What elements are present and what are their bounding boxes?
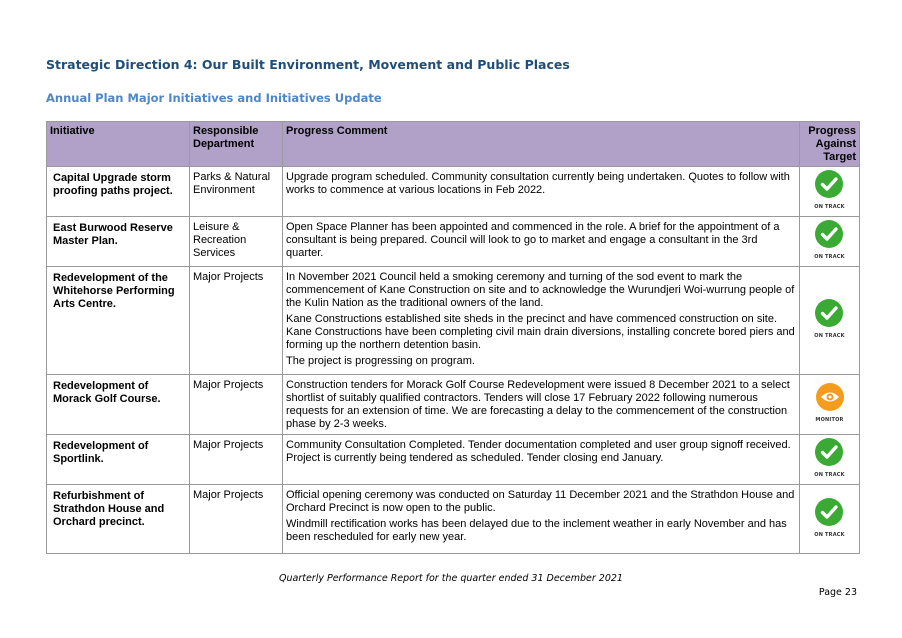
progress-cell [800, 217, 860, 267]
comment-paragraph: Upgrade program scheduled. Community consultation currently being undertaken. Quotes to follow with works to commence at various locations in Feb 2022. [286, 171, 790, 196]
comment-cell [283, 435, 800, 485]
initiative-cell: Redevelopment of the Whitehorse Performing Arts Centre. [47, 267, 190, 375]
table-row [47, 375, 860, 435]
comment-cell [283, 167, 800, 217]
comment-paragraph: Windmill rectification works has been delayed due to the inclement weather in early November and has been rescheduled for early new year. [286, 518, 787, 543]
comment-paragraph: In November 2021 Council held a smoking ceremony and turning of the sod event to mark the commencement of Kane Construction on site and to acknowledge the Wurundjeri Woi-wurrung people of the Kulin Nation as the traditional owners of the land. [286, 271, 795, 309]
table-header-row [47, 122, 860, 167]
table-row [47, 267, 860, 375]
comment-cell [283, 217, 800, 267]
check-icon [814, 298, 844, 328]
check-icon [814, 437, 844, 467]
header-initiative: Initiative [47, 122, 190, 167]
progress-cell [800, 267, 860, 375]
section-subheading: Annual Plan Major Initiatives and Initiatives Update [46, 91, 382, 105]
page-heading: Strategic Direction 4: Our Built Environment, Movement and Public Places [46, 57, 570, 72]
table-row [47, 217, 860, 267]
comment-paragraph: Official opening ceremony was conducted on Saturday 11 December 2021 and the Strathdon House and Orchard Precinct is now open to the public. [286, 489, 795, 514]
initiatives-table [46, 121, 860, 554]
comment-cell [283, 267, 800, 375]
initiative-cell: Refurbishment of Strathdon House and Orchard precinct. [47, 485, 190, 554]
status-label: MONITOR [815, 417, 844, 423]
footer-caption: Quarterly Performance Report for the quarter ended 31 December 2021 [279, 573, 623, 584]
table-row [47, 435, 860, 485]
initiative-cell: Redevelopment of Morack Golf Course. [47, 375, 190, 435]
page-number: Page 23 [818, 587, 857, 598]
status-badge-on-track [814, 497, 844, 542]
department-cell: Parks & Natural Environment [190, 167, 283, 217]
department-cell: Major Projects [190, 485, 283, 554]
check-icon [814, 497, 844, 527]
comment-cell [283, 485, 800, 554]
progress-cell [800, 435, 860, 485]
department-cell: Major Projects [190, 375, 283, 435]
table-body [47, 167, 860, 554]
department-cell: Major Projects [190, 435, 283, 485]
status-badge-on-track [814, 169, 844, 214]
table-row [47, 485, 860, 554]
status-label: ON TRACK [814, 531, 845, 538]
department-cell: Leisure & Recreation Services [190, 217, 283, 267]
comment-cell [283, 375, 800, 435]
status-label: ON TRACK [814, 204, 845, 210]
status-label: ON TRACK [814, 472, 845, 478]
initiative-cell: East Burwood Reserve Master Plan. [47, 217, 190, 267]
status-badge-on-track [814, 437, 844, 482]
initiative-cell: Capital Upgrade storm proofing paths project. [47, 167, 190, 217]
status-badge-on-track [814, 298, 844, 343]
status-badge-monitor [815, 382, 845, 427]
status-badge-on-track [814, 219, 844, 264]
progress-cell [800, 485, 860, 554]
progress-cell [800, 167, 860, 217]
progress-cell [800, 375, 860, 435]
comment-paragraph: Open Space Planner has been appointed and commenced in the role. A brief for the appointment of a consultant is being prepared. Council will look to go to market and engage a consultant in the 3rd quarter. [286, 221, 780, 259]
header-progress: Progress Against Target [800, 122, 860, 167]
header-comment: Progress Comment [283, 122, 800, 167]
eye-icon [815, 382, 845, 412]
check-icon [814, 169, 844, 199]
header-department: Responsible Department [190, 122, 283, 167]
comment-paragraph: Kane Constructions established site sheds in the precinct and have commenced construction on site. Kane Constructions have been completing civil main drain diversions, installing concrete bored piers and forming up the northern detention basin. [286, 313, 795, 351]
initiative-cell: Redevelopment of Sportlink. [47, 435, 190, 485]
comment-paragraph: Community Consultation Completed. Tender documentation completed and user group signoff received. Project is currently being tendered as scheduled. Tender closing end January. [286, 439, 791, 464]
comment-paragraph: The project is progressing on program. [286, 355, 475, 367]
comment-paragraph: Construction tenders for Morack Golf Course Redevelopment were issued 8 December 2021 to a select shortlist of suitably qualified contractors. Tenders will close 17 February 2022 following numerous requests for an extension of time. We are forecasting a delay to the commencement of the construction phase by 2-3 weeks. [286, 379, 790, 430]
status-label: ON TRACK [814, 333, 845, 339]
table-row [47, 167, 860, 217]
check-icon [814, 219, 844, 249]
department-cell: Major Projects [190, 267, 283, 375]
status-label: ON TRACK [814, 254, 845, 260]
